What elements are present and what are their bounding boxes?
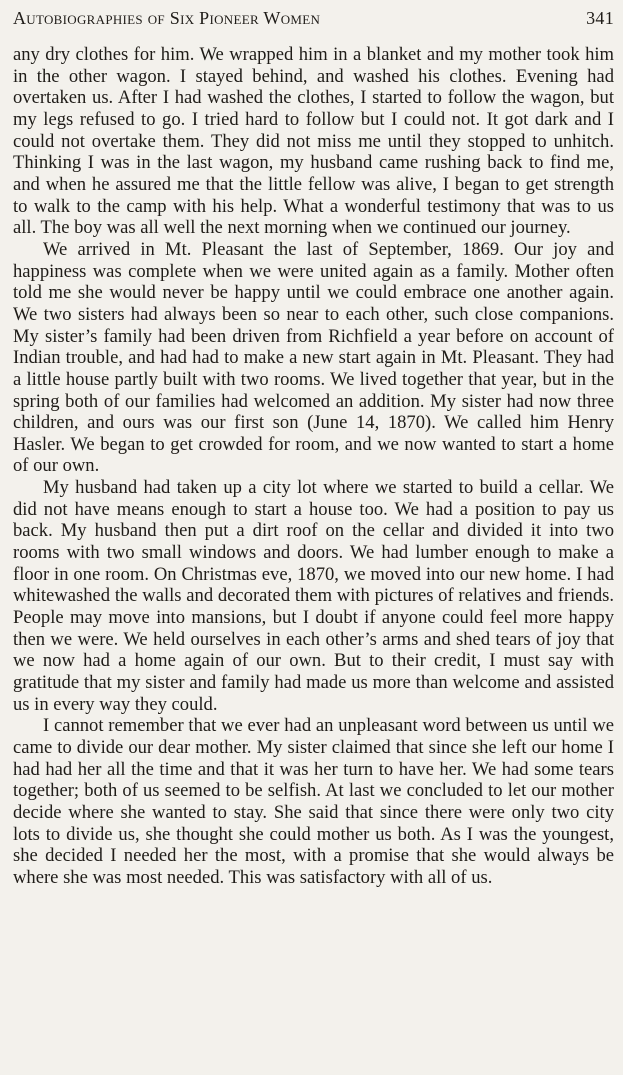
paragraph-continued: any dry clothes for him. We wrapped him in a blanket and my mother took him in the other wagon. I stayed behind, and washed his clothes. Evening had overtaken us. After I had washed the clothes, I started to follow the wagon, but my legs refused to go. I tried hard to follow but I could not. It got dark and I could not overtake them. They did not miss me until they stopped to unhitch. Thinking I was in the last wagon, my husband came rushing back to find me, and when he assured me that the little fellow was alive, I began to get strength to walk to the camp with his help. What a wonderful testimony that was to us all. The boy was all well the next morning when we continued our journey.	[13, 44, 614, 239]
paragraph-new-home: My husband had taken up a city lot where we started to build a cellar. We did not have means enough to start a house too. We had a position to pay us back. My husband then put a dirt roof on the cellar and divided it into two rooms with two small windows and doors. We had lumber enough to make a floor in one room. On Christmas eve, 1870, we moved into our new home. I had whitewashed the walls and decorated them with pictures of relatives and friends. People may move into mansions, but I doubt if anyone could feel more happy then we were. We held ourselves in each other’s arms and shed tears of joy that we now had a home again of our own. But to their credit, I must say with gratitude that my sister and family had made us more than welcome and assisted us in every way they could.	[13, 477, 614, 715]
running-title: Autobiographies of Six Pioneer Women	[13, 8, 321, 28]
body-text	[13, 44, 614, 889]
paragraph-mother: I cannot remember that we ever had an unpleasant word between us until we came to divide our dear mother. My sister claimed that since she left our home I had had her all the time and that it was her turn to have her. We had some tears together; both of us seemed to be selfish. At last we concluded to let our mother decide where she wanted to stay. She said that since there were only two city lots to divide us, she thought she could mother us both. As I was the youngest, she decided I needed her the most, with a promise that she would always be where she was most needed. This was satisfactory with all of us.	[13, 715, 614, 888]
running-header	[13, 4, 614, 44]
paragraph-arrival: We arrived in Mt. Pleasant the last of September, 1869. Our joy and happiness was complete when we were united again as a family. Mother often told me she would never be happy until we could embrace one another again. We two sisters had always been so near to each other, such close companions. My sister’s family had been driven from Richfield a year before on account of Indian trouble, and had had to make a new start again in Mt. Pleasant. They had a little house partly built with two rooms. We lived together that year, but in the spring both of our families had welcomed an addition. My sister had now three children, and ours was our first son (June 14, 1870). We called him Henry Hasler. We began to get crowded for room, and we now wanted to start a home of our own.	[13, 238, 614, 477]
page-number: 341	[586, 8, 614, 28]
